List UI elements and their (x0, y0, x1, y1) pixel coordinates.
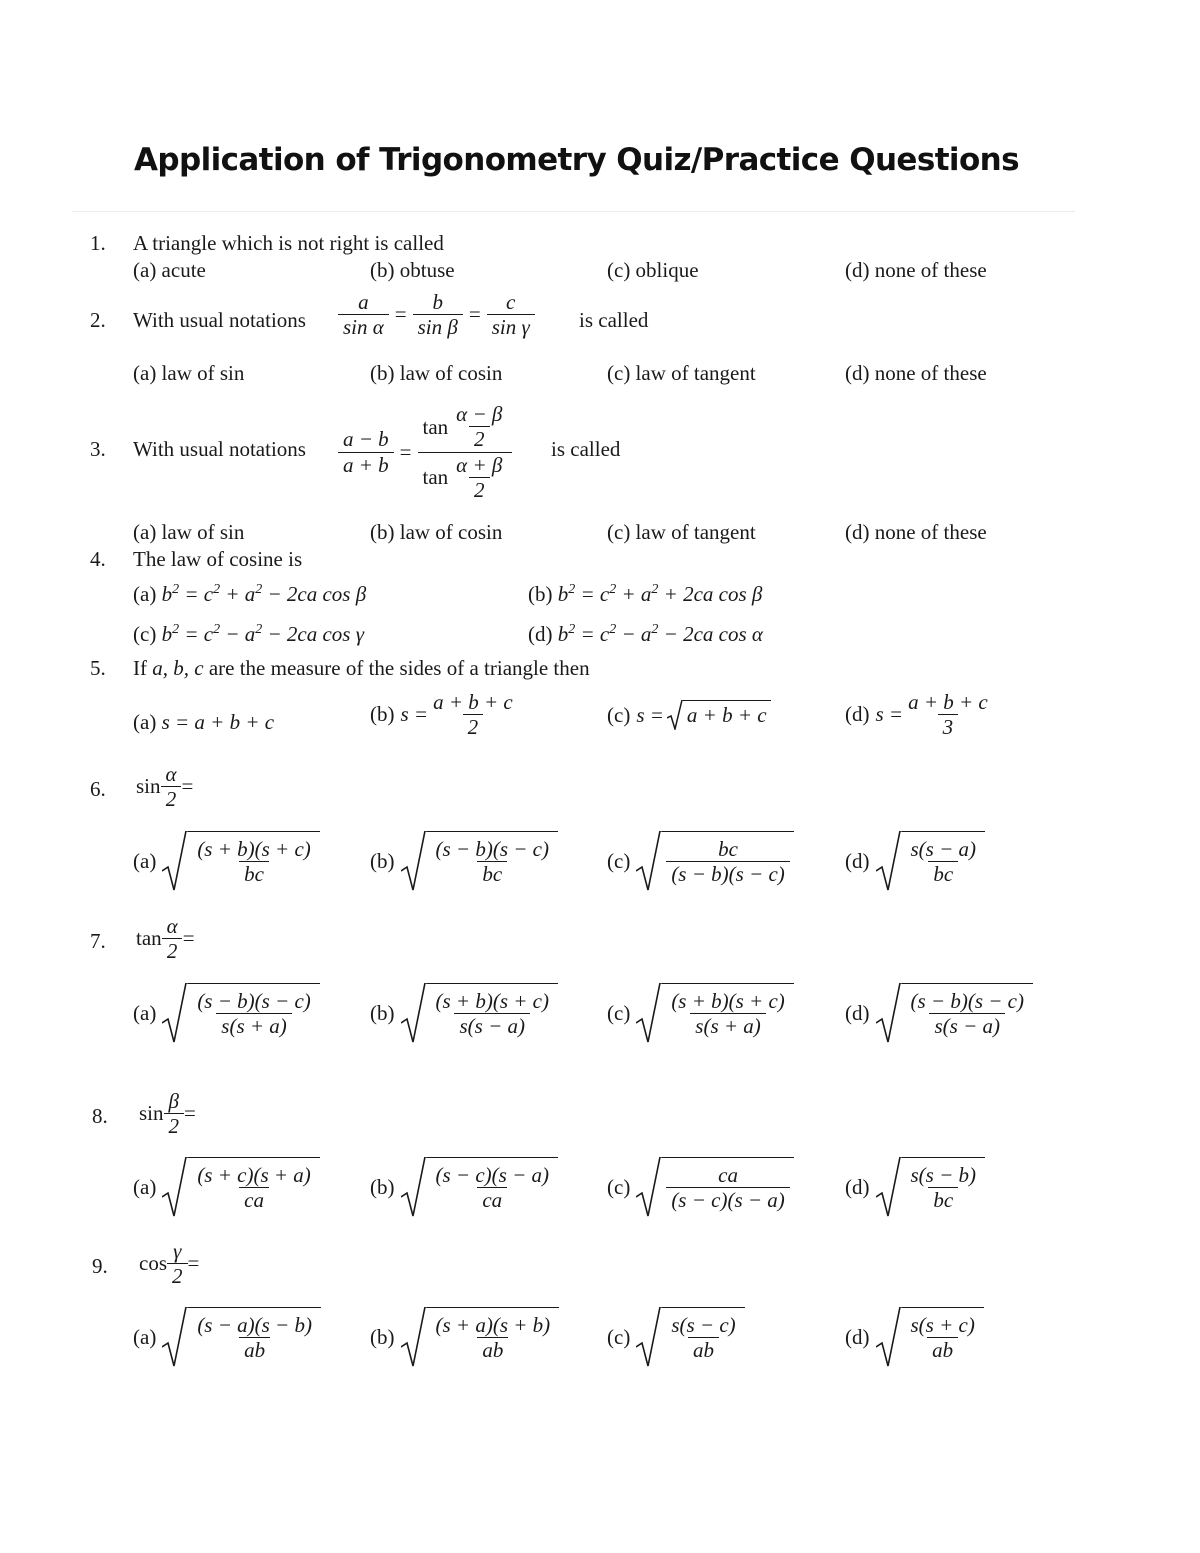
radical-sign-icon (667, 700, 683, 730)
q2-option-b: (b) law of cosin (370, 361, 503, 385)
text-rest: are the measure of the sides of a triangle then (208, 656, 590, 680)
exponent: 2 (213, 622, 221, 637)
denominator: 2 (164, 1113, 185, 1138)
q7-stem (136, 914, 195, 963)
radicand (427, 831, 558, 891)
math-term: − a (616, 622, 652, 646)
option-label: (c) (607, 1000, 631, 1025)
denominator: 2 (469, 426, 490, 451)
exponent: 2 (255, 622, 263, 637)
fraction (167, 1239, 188, 1288)
fraction (666, 1163, 789, 1212)
q3-option-c: (c) law of tangent (607, 520, 756, 544)
option-label: (a) (133, 1174, 157, 1199)
trig-function: sin (136, 774, 161, 799)
q9-option-c (607, 1302, 745, 1372)
fraction (666, 989, 789, 1038)
square-root (401, 983, 558, 1043)
radical-sign-icon (401, 831, 427, 891)
math-term: + 2ca cos β (658, 582, 763, 606)
numerator: (s + c)(s + a) (197, 1162, 311, 1187)
square-root (636, 831, 793, 891)
q3-option-a: (a) law of sin (133, 520, 245, 544)
fraction (431, 989, 554, 1038)
numerator: a − b (343, 427, 389, 452)
q4-number: 4. (90, 547, 106, 571)
q9-option-d (845, 1302, 984, 1372)
radicand (188, 1157, 319, 1217)
q3-text: With usual notations (133, 437, 306, 461)
fraction (192, 989, 315, 1038)
q3-number: 3. (90, 437, 106, 461)
math-term: b (557, 582, 569, 606)
denominator: ca (477, 1187, 507, 1212)
denominator: ab (477, 1337, 508, 1362)
text-if: If (133, 656, 147, 680)
math-term: − 2ca cos β (262, 582, 367, 606)
denominator: (s − c)(s − a) (666, 1187, 789, 1212)
q6-option-d (845, 826, 985, 896)
fraction (192, 1163, 315, 1212)
radical-sign-icon (636, 831, 662, 891)
q4-option-c (133, 624, 364, 645)
radicand (902, 983, 1033, 1043)
q7-option-a (133, 978, 320, 1048)
page-title: Application of Trigonometry Quiz/Practice Questions (134, 142, 1019, 178)
math-term: b (161, 622, 173, 646)
square-root (636, 1307, 744, 1367)
exponent: 2 (651, 582, 659, 597)
fraction (906, 1313, 980, 1362)
fraction (906, 837, 982, 886)
radical-sign-icon (636, 983, 662, 1043)
fraction (451, 402, 507, 451)
option-label: (b) (370, 1000, 395, 1025)
math-term: + a (220, 582, 256, 606)
fraction (666, 1313, 740, 1362)
fraction (413, 290, 463, 339)
option-label: (c) (133, 622, 157, 646)
q2-number: 2. (90, 308, 106, 332)
radical-sign-icon (401, 1307, 427, 1367)
exponent: 2 (255, 582, 263, 597)
math-term: = c (575, 582, 610, 606)
q1-number: 1. (90, 231, 106, 255)
numerator: s(s − c) (671, 1312, 736, 1337)
q8-option-d (845, 1152, 985, 1222)
math-expression: s = a + b + c (161, 710, 275, 734)
radical-sign-icon (162, 831, 188, 891)
numerator (418, 402, 513, 451)
radicand (902, 1157, 986, 1217)
option-label: (d) (845, 1324, 870, 1349)
denominator: a + b (338, 452, 394, 477)
numerator: α − β (456, 402, 503, 427)
option-label: (b) (528, 582, 553, 606)
math-term: = c (575, 622, 610, 646)
denominator: s(s + a) (216, 1013, 292, 1038)
fraction (192, 837, 315, 886)
q9-option-a (133, 1302, 321, 1372)
numerator: (s − b)(s − c) (910, 988, 1024, 1013)
radicand (188, 1307, 321, 1367)
square-root (162, 1307, 321, 1367)
square-root (876, 1157, 986, 1217)
denominator: bc (239, 861, 269, 886)
fraction (431, 837, 554, 886)
numerator: (s − b)(s − c) (435, 836, 549, 861)
trig-function: cos (139, 1251, 167, 1276)
q3-formula (338, 392, 512, 512)
numerator: (s + b)(s + c) (671, 988, 785, 1013)
numerator: c (506, 290, 516, 314)
tan-ratio-fraction (418, 402, 513, 502)
q1-option-b: (b) obtuse (370, 258, 455, 282)
denominator: ab (927, 1337, 958, 1362)
numerator: a + b + c (908, 690, 988, 714)
denominator: sin α (338, 314, 389, 339)
fraction (338, 427, 394, 476)
option-label: (d) (845, 1174, 870, 1199)
fraction (906, 1163, 982, 1212)
option-label: (c) (607, 1174, 631, 1199)
square-root (401, 1157, 558, 1217)
radicand (662, 1157, 793, 1217)
denominator: bc (928, 861, 958, 886)
equals-sign: = (468, 302, 481, 327)
q8-option-b (370, 1152, 558, 1222)
radicand (188, 983, 319, 1043)
fraction (162, 914, 183, 963)
q6-option-c (607, 826, 794, 896)
tan-function: tan (422, 465, 449, 490)
math-vars: a, b, c (152, 656, 204, 680)
option-label: (a) (133, 1000, 157, 1025)
math-term: = c (179, 582, 214, 606)
fraction (906, 989, 1029, 1038)
radicand (662, 983, 793, 1043)
numerator: β (168, 1089, 179, 1113)
radical-sign-icon (876, 1307, 902, 1367)
square-root (636, 1157, 793, 1217)
fraction (666, 837, 789, 886)
radical-sign-icon (162, 1157, 188, 1217)
q6-number: 6. (90, 777, 106, 801)
math-lhs: s = (875, 702, 904, 727)
q8-option-a (133, 1152, 320, 1222)
radicand: a + b + c (683, 700, 771, 730)
denominator: s(s − a) (929, 1013, 1005, 1038)
exponent: 2 (609, 622, 617, 637)
radicand (902, 831, 986, 891)
numerator: γ (173, 1239, 182, 1263)
option-label: (a) (133, 848, 157, 873)
fraction (431, 1163, 554, 1212)
q6-option-a (133, 826, 320, 896)
q7-option-c (607, 978, 794, 1048)
denominator: bc (928, 1187, 958, 1212)
radicand (188, 831, 319, 891)
numerator: α (166, 914, 178, 938)
fraction (338, 290, 389, 339)
option-label: (c) (607, 1324, 631, 1349)
math-term: − a (220, 622, 256, 646)
trig-function: sin (139, 1101, 164, 1126)
divider (72, 211, 1075, 212)
radical-sign-icon (162, 983, 188, 1043)
denominator: bc (477, 861, 507, 886)
fraction (903, 690, 993, 739)
exponent: 2 (651, 622, 659, 637)
radicand (662, 831, 793, 891)
q1-option-d: (d) none of these (845, 258, 987, 282)
math-term: + a (616, 582, 652, 606)
numerator: (s + a)(s + b) (435, 1312, 551, 1337)
fraction (431, 1313, 556, 1362)
square-root (876, 983, 1033, 1043)
radical-sign-icon (876, 1157, 902, 1217)
trig-function: tan (136, 926, 162, 951)
numerator: (s + b)(s + c) (435, 988, 549, 1013)
denominator: 2 (162, 938, 183, 963)
numerator: (s + b)(s + c) (197, 836, 311, 861)
denominator: 2 (463, 714, 484, 739)
math-term: − 2ca cos α (658, 622, 763, 646)
denominator: s(s + a) (690, 1013, 766, 1038)
denominator: sin β (413, 314, 463, 339)
math-term: = c (179, 622, 214, 646)
q4-option-b (528, 584, 762, 605)
equals-sign: = (187, 1251, 200, 1276)
q9-stem (139, 1239, 199, 1288)
exponent: 2 (568, 582, 576, 597)
numerator: α (165, 762, 177, 786)
fraction (428, 690, 518, 739)
numerator: s(s + c) (910, 1312, 975, 1337)
radicand (427, 1307, 560, 1367)
numerator: ca (718, 1162, 738, 1187)
equals-sign: = (184, 1101, 196, 1126)
q9-option-b (370, 1302, 559, 1372)
radicand (427, 983, 558, 1043)
math-term: b (161, 582, 173, 606)
denominator: s(s − a) (454, 1013, 530, 1038)
radical-sign-icon (636, 1157, 662, 1217)
fraction (164, 1089, 185, 1138)
equals-sign: = (181, 774, 194, 799)
option-label: (b) (370, 1324, 395, 1349)
q8-stem (139, 1089, 196, 1138)
q9-number: 9. (92, 1254, 108, 1278)
numerator: (s − a)(s − b) (197, 1312, 312, 1337)
math-term: b (557, 622, 569, 646)
denominator (418, 452, 513, 502)
fraction (161, 762, 182, 811)
radical-sign-icon (162, 1307, 188, 1367)
tan-function: tan (422, 414, 449, 439)
q5-option-d (845, 690, 993, 739)
option-label: (b) (370, 848, 395, 873)
square-root (636, 983, 793, 1043)
q4-text: The law of cosine is (133, 547, 303, 571)
q2-formula (338, 290, 535, 339)
denominator: 2 (161, 786, 182, 811)
option-label: (d) (845, 848, 870, 873)
q2-suffix: is called (579, 308, 649, 332)
option-label: (d) (845, 702, 870, 727)
exponent: 2 (568, 622, 576, 637)
option-label: (d) (845, 1000, 870, 1025)
q5-text (133, 658, 590, 679)
denominator: ca (239, 1187, 269, 1212)
q6-stem (136, 762, 193, 811)
q8-option-c (607, 1152, 794, 1222)
q4-option-d (528, 624, 763, 645)
option-label: (a) (133, 582, 157, 606)
radical-sign-icon (876, 983, 902, 1043)
q2-option-c: (c) law of tangent (607, 361, 756, 385)
q8-number: 8. (92, 1104, 108, 1128)
q5-number: 5. (90, 656, 106, 680)
radicand (427, 1157, 558, 1217)
radical-sign-icon (876, 831, 902, 891)
square-root (667, 700, 771, 730)
denominator: (s − b)(s − c) (666, 861, 789, 886)
exponent: 2 (172, 622, 180, 637)
equals-sign: = (182, 926, 195, 951)
exponent: 2 (172, 582, 180, 597)
radical-sign-icon (636, 1307, 662, 1367)
equals-sign: = (394, 302, 407, 327)
square-root (876, 1307, 984, 1367)
q6-option-b (370, 826, 558, 896)
q1-text: A triangle which is not right is called (133, 231, 444, 255)
square-root (162, 831, 319, 891)
numerator: b (432, 290, 443, 314)
math-term: − 2ca cos γ (262, 622, 364, 646)
radical-sign-icon (401, 983, 427, 1043)
exponent: 2 (609, 582, 617, 597)
numerator: a + b + c (433, 690, 513, 714)
denominator: ab (688, 1337, 719, 1362)
q5-option-b (370, 690, 518, 739)
numerator: (s − b)(s − c) (197, 988, 311, 1013)
q2-text: With usual notations (133, 308, 306, 332)
numerator: s(s − a) (910, 836, 977, 861)
math-lhs: s = (636, 702, 664, 727)
square-root (162, 983, 319, 1043)
numerator: bc (718, 836, 738, 861)
denominator: sin γ (487, 314, 535, 339)
fraction (451, 453, 507, 502)
square-root (162, 1157, 319, 1217)
denominator: 2 (167, 1263, 188, 1288)
q7-option-b (370, 978, 558, 1048)
equals-sign: = (399, 439, 412, 464)
square-root (876, 831, 986, 891)
numerator: s(s − b) (910, 1162, 977, 1187)
q4-option-a (133, 584, 366, 605)
q5-option-a (133, 712, 274, 733)
exponent: 2 (213, 582, 221, 597)
q1-option-a: (a) acute (133, 258, 206, 282)
q3-option-b: (b) law of cosin (370, 520, 503, 544)
denominator: ab (239, 1337, 270, 1362)
math-lhs: s = (400, 702, 429, 727)
q7-option-d (845, 978, 1033, 1048)
denominator: 2 (469, 477, 490, 502)
numerator: a (358, 290, 369, 314)
square-root (401, 1307, 560, 1367)
radicand (902, 1307, 984, 1367)
radicand (662, 1307, 744, 1367)
option-label: (c) (607, 702, 631, 727)
q5-option-c (607, 700, 771, 730)
option-label: (a) (133, 1324, 157, 1349)
option-label: (b) (370, 702, 395, 727)
radical-sign-icon (401, 1157, 427, 1217)
q1-option-c: (c) oblique (607, 258, 699, 282)
square-root (401, 831, 558, 891)
numerator: (s − c)(s − a) (435, 1162, 549, 1187)
fraction (487, 290, 535, 339)
fraction (192, 1313, 317, 1362)
numerator: α + β (456, 452, 503, 477)
denominator: 3 (938, 714, 959, 739)
option-label: (a) (133, 710, 157, 734)
q3-suffix: is called (551, 437, 621, 461)
option-label: (d) (528, 622, 553, 646)
q2-option-d: (d) none of these (845, 361, 987, 385)
q3-option-d: (d) none of these (845, 520, 987, 544)
q7-number: 7. (90, 929, 106, 953)
option-label: (c) (607, 848, 631, 873)
q2-option-a: (a) law of sin (133, 361, 245, 385)
option-label: (b) (370, 1174, 395, 1199)
